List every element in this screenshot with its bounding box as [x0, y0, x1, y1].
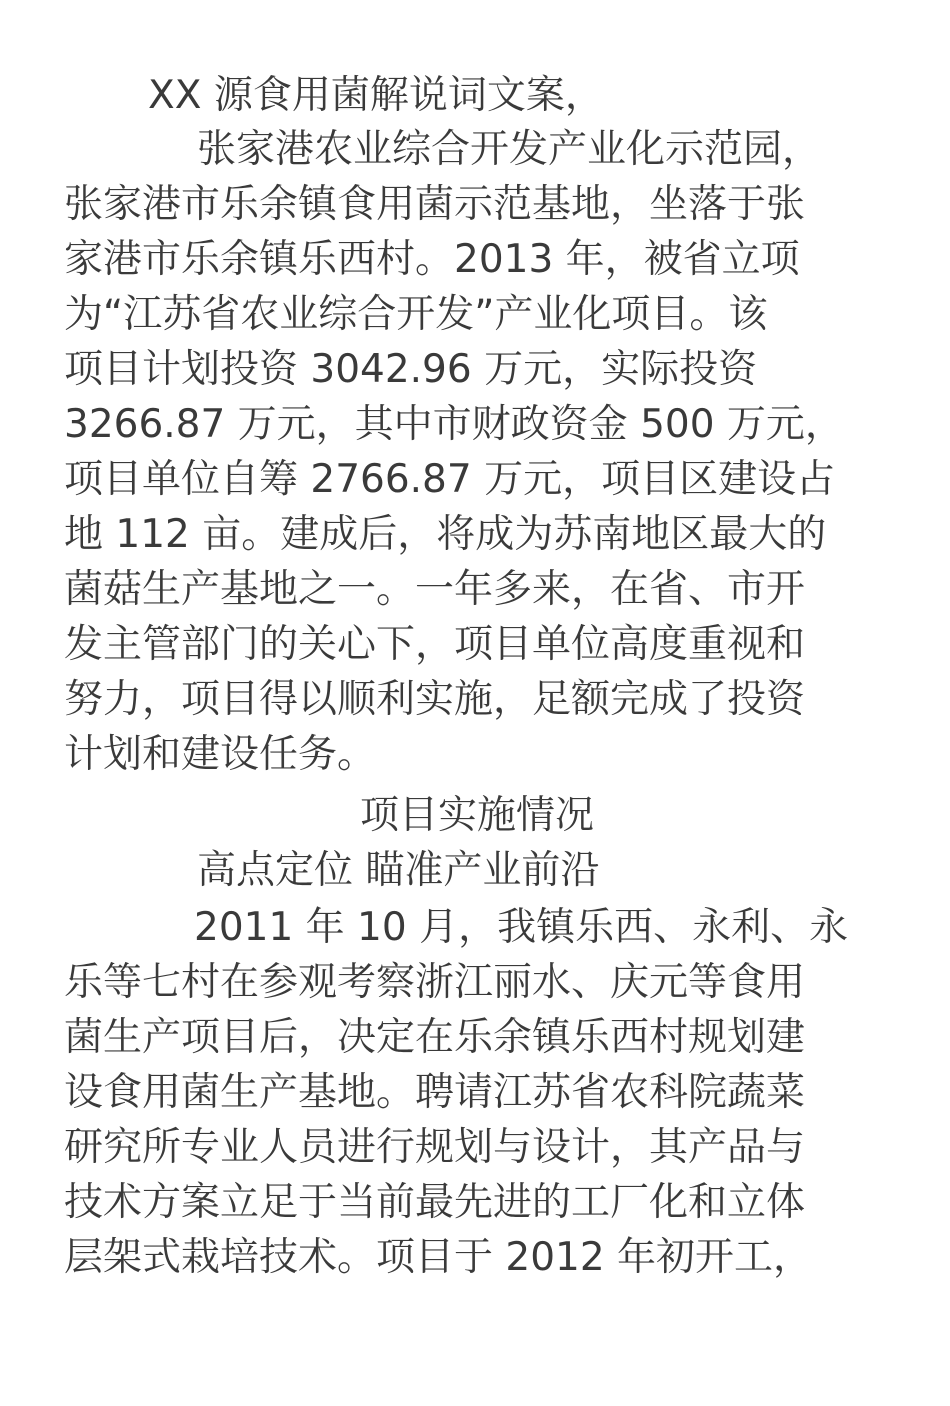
section-heading: 项目实施情况 [360, 793, 595, 838]
body-line: 技术方案立足于当前最先进的工厂化和立体 [64, 1180, 806, 1225]
subheading: 高点定位 瞄准产业前沿 [197, 848, 600, 893]
intro-line: 张家港市乐余镇食用菌示范基地，坐落于张 [64, 182, 806, 227]
intro-line: 菌菇生产基地之一。一年多来，在省、市开 [64, 567, 806, 612]
intro-line: 努力，项目得以顺利实施，足额完成了投资 [64, 677, 806, 722]
body-line: 层架式栽培技术。项目于 2012 年初开工， [64, 1235, 813, 1280]
intro-line: 发主管部门的关心下，项目单位高度重视和 [64, 622, 806, 667]
body-line: 2011 年 10 月，我镇乐西、永利、永 [194, 905, 849, 950]
intro-line: 项目计划投资 3042.96 万元，实际投资 [64, 347, 758, 392]
body-line: 研究所专业人员进行规划与设计，其产品与 [64, 1125, 806, 1170]
intro-line: 地 112 亩。建成后，将成为苏南地区最大的 [64, 512, 827, 557]
intro-line: 张家港农业综合开发产业化示范园， [197, 127, 822, 172]
intro-line: 计划和建设任务。 [64, 732, 377, 777]
intro-line: 3266.87 万元，其中市财政资金 500 万元， [64, 402, 844, 447]
document-title: XX 源食用菌解说词文案， [148, 73, 604, 118]
intro-line: 为“江苏省农业综合开发”产业化项目。该 [64, 292, 768, 337]
body-line: 菌生产项目后，决定在乐余镇乐西村规划建 [64, 1015, 806, 1060]
body-line: 乐等七村在参观考察浙江丽水、庆元等食用 [64, 960, 806, 1005]
intro-line: 家港市乐余镇乐西村。2013 年，被省立项 [64, 237, 800, 282]
body-line: 设食用菌生产基地。聘请江苏省农科院蔬菜 [64, 1070, 806, 1115]
intro-line: 项目单位自筹 2766.87 万元，项目区建设占 [64, 457, 836, 502]
